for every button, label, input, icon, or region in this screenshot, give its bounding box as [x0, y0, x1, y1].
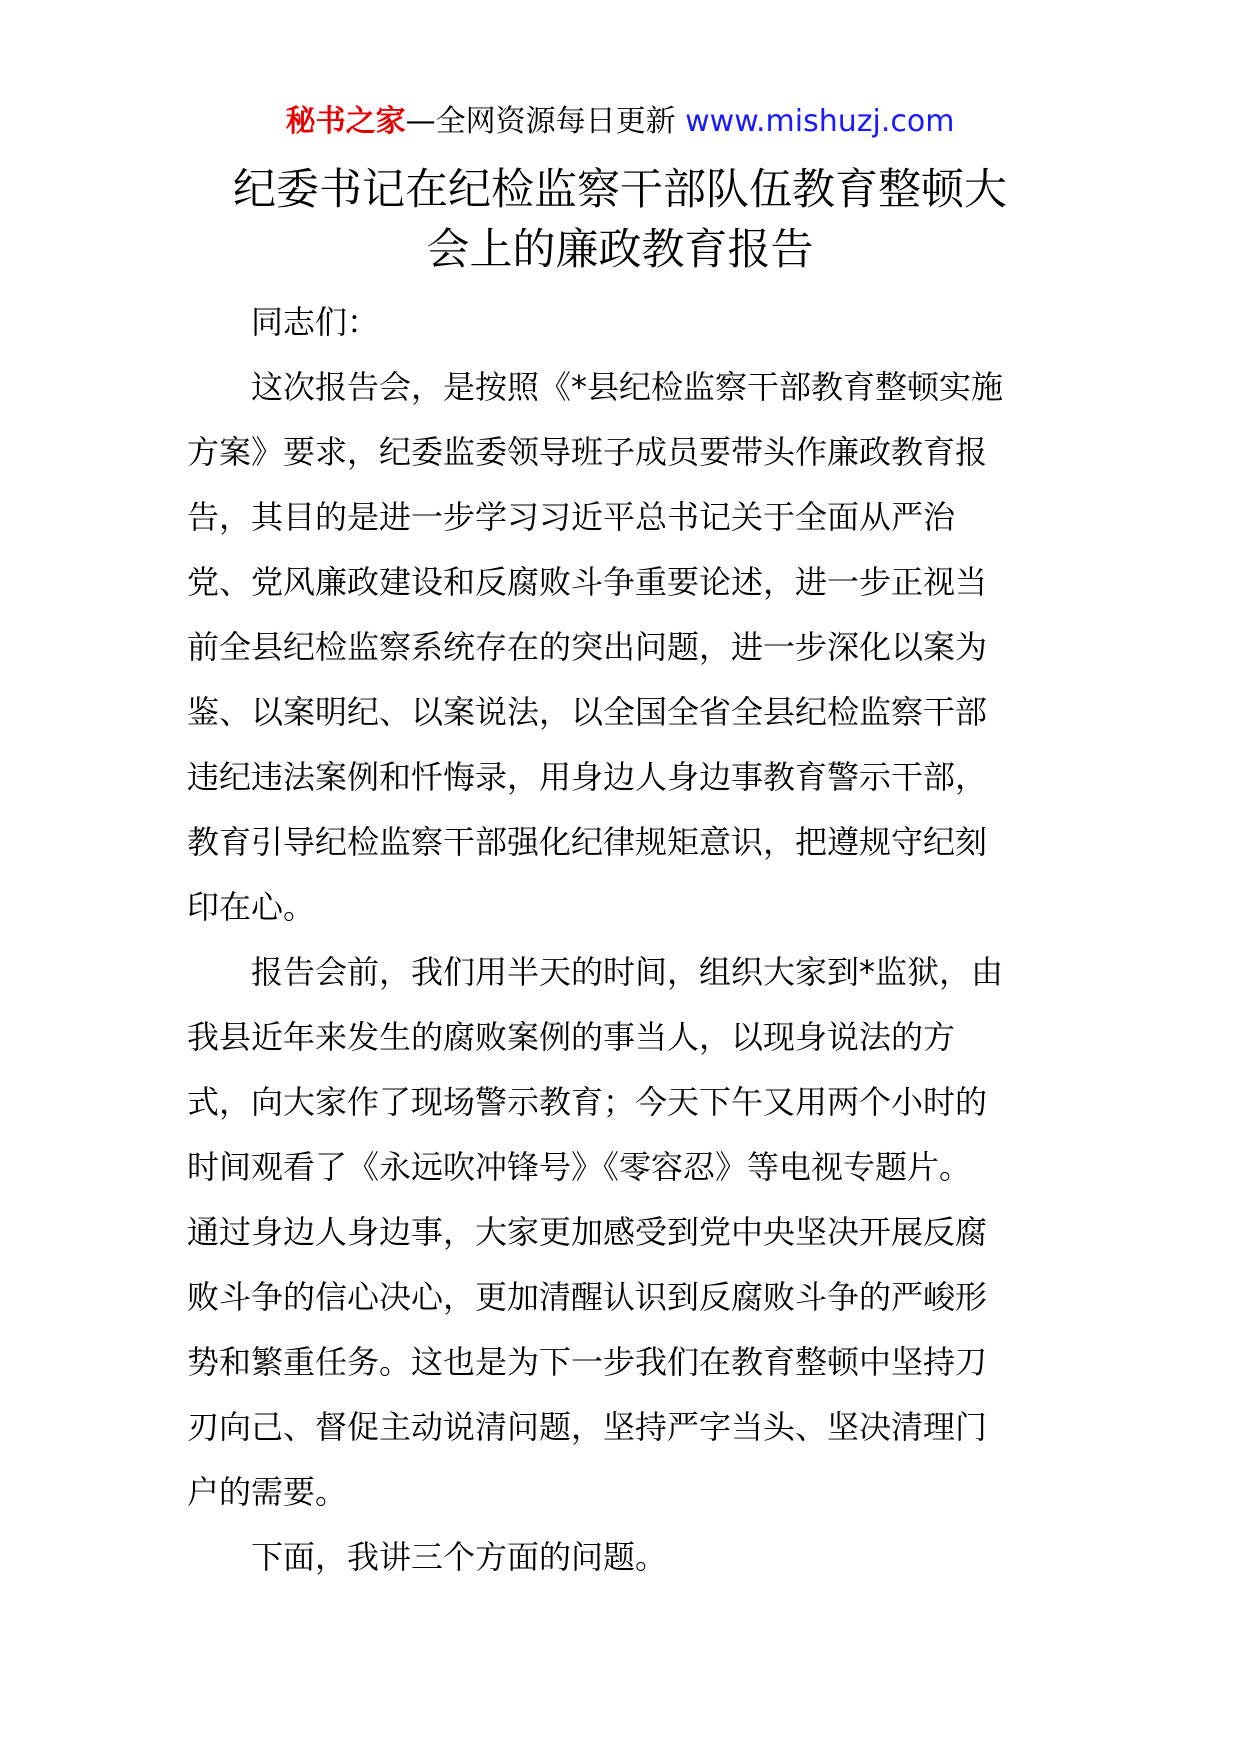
text-line: 时间观看了《永远吹冲锋号》《零容忍》等电视专题片。 — [187, 1148, 972, 1186]
text-line: 通过身边人身边事，大家更加感受到党中央坚决开展反腐 — [187, 1213, 988, 1251]
text-line: 式，向大家作了现场警示教育；今天下午又用两个小时的 — [187, 1083, 988, 1121]
document-body — [187, 290, 1057, 1590]
text-line: 教育引导纪检监察干部强化纪律规矩意识，把遵规守纪刻 — [187, 823, 988, 861]
paragraph-purpose — [187, 355, 1057, 940]
text-line: 我县近年来发生的腐败案例的事当人，以现身说法的方 — [187, 1018, 956, 1056]
text-line: 党、党风廉政建设和反腐败斗争重要论述，进一步正视当 — [187, 563, 988, 601]
paragraph-background — [187, 940, 1057, 1525]
text-line: 户的需要。 — [187, 1473, 348, 1511]
title-line: 纪委书记在纪检监察干部队伍教育整顿大 — [233, 165, 1007, 215]
text-line: 违纪违法案例和忏悔录，用身边人身边事教育警示干部， — [187, 758, 988, 796]
paragraph-salutation — [187, 290, 1057, 355]
document-title — [0, 160, 1240, 280]
paragraph-outline — [187, 1525, 1057, 1590]
site-header — [0, 100, 1240, 144]
text-line: 方案》要求，纪委监委领导班子成员要带头作廉政教育报 — [187, 433, 988, 471]
text-line: 败斗争的信心决心，更加清醒认识到反腐败斗争的严峻形 — [187, 1278, 988, 1316]
text-line: 刃向己、督促主动说清问题，坚持严字当头、坚决清理门 — [187, 1408, 988, 1446]
title-line: 会上的廉政教育报告 — [426, 225, 814, 275]
text-line: 同志们： — [251, 303, 380, 341]
text-line: 下面，我讲三个方面的问题。 — [251, 1538, 668, 1576]
text-line: 这次报告会，是按照《*县纪检监察干部教育整顿实施 — [251, 368, 1004, 406]
text-line: 告，其目的是进一步学习习近平总书记关于全面从严治 — [187, 498, 956, 536]
text-line: 印在心。 — [187, 888, 316, 926]
site-url-link[interactable]: www.mishuzj.com — [685, 104, 955, 139]
header-tagline: —全网资源每日更新 — [405, 104, 676, 139]
text-line: 前全县纪检监察系统存在的突出问题，进一步深化以案为 — [187, 628, 988, 666]
text-line: 势和繁重任务。这也是为下一步我们在教育整顿中坚持刀 — [187, 1343, 988, 1381]
text-line: 报告会前，我们用半天的时间，组织大家到*监狱，由 — [251, 953, 1004, 991]
brand-name: 秘书之家 — [285, 104, 406, 139]
text-line: 鉴、以案明纪、以案说法，以全国全省全县纪检监察干部 — [187, 693, 988, 731]
